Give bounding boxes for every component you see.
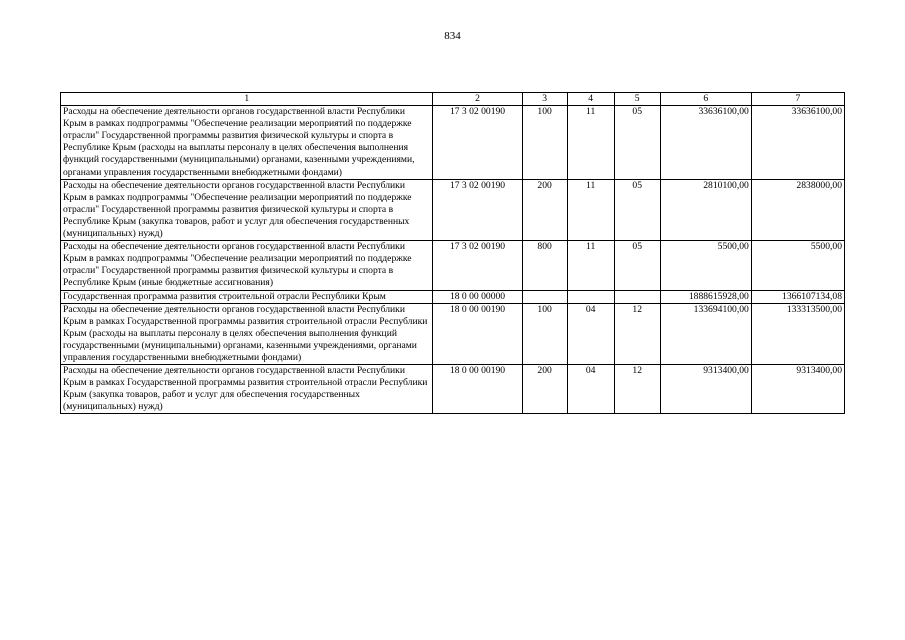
amount-cell-col6: 133694100,00	[660, 303, 751, 364]
subsection-cell: 05	[614, 241, 660, 290]
subsection-cell	[614, 290, 660, 303]
column-header: 1	[61, 93, 433, 106]
amount-cell-col6: 9313400,00	[660, 365, 751, 414]
amount-cell-col6: 33636100,00	[660, 106, 751, 180]
expense-name-cell: Расходы на обеспечение деятельности органов государственной власти Республики Крым в рамках Государственной программы развития строительной отрасли Республики Крым (закупка товаров, работ и услуг для обеспечения государственных (муниципальных) нужд)	[61, 365, 433, 414]
subsection-cell: 05	[614, 106, 660, 180]
table-row	[61, 303, 845, 364]
section-cell: 11	[567, 179, 614, 240]
amount-cell-col6: 2810100,00	[660, 179, 751, 240]
expense-name-cell: Расходы на обеспечение деятельности органов государственной власти Республики Крым в рамках подпрограммы "Обеспечение реализации мероприятий по поддержке отрасли" Государственной программы развития физической культуры и спорта в Республике Крым (иные бюджетные ассигнования)	[61, 241, 433, 290]
table-row	[61, 241, 845, 290]
table-row	[61, 179, 845, 240]
expense-type-cell: 200	[522, 365, 567, 414]
column-header: 3	[522, 93, 567, 106]
amount-cell-col7: 33636100,00	[751, 106, 844, 180]
header-row	[61, 93, 845, 106]
expense-type-cell: 100	[522, 303, 567, 364]
target-article-cell: 18 0 00 00190	[433, 365, 522, 414]
expense-type-cell: 100	[522, 106, 567, 180]
table-row	[61, 290, 845, 303]
table-row	[61, 365, 845, 414]
amount-cell-col7: 1366107134,08	[751, 290, 844, 303]
expense-name-cell: Расходы на обеспечение деятельности органов государственной власти Республики Крым в рамках подпрограммы "Обеспечение реализации мероприятий по поддержке отрасли" Государственной программы развития физической культуры и спорта в Республике Крым (расходы на выплаты персоналу в целях обеспечения выполнения функций государственными (муниципальными) органами, казенными учреждениями, органами управления государственными внебюджетными фондами)	[61, 106, 433, 180]
amount-cell-col6: 5500,00	[660, 241, 751, 290]
target-article-cell: 17 3 02 00190	[433, 106, 522, 180]
target-article-cell: 18 0 00 00190	[433, 303, 522, 364]
amount-cell-col6: 1888615928,00	[660, 290, 751, 303]
amount-cell-col7: 2838000,00	[751, 179, 844, 240]
table-row	[61, 106, 845, 180]
section-cell: 04	[567, 303, 614, 364]
section-cell: 04	[567, 365, 614, 414]
subsection-cell: 05	[614, 179, 660, 240]
target-article-cell: 18 0 00 00000	[433, 290, 522, 303]
target-article-cell: 17 3 02 00190	[433, 241, 522, 290]
column-header: 5	[614, 93, 660, 106]
amount-cell-col7: 9313400,00	[751, 365, 844, 414]
expense-type-cell	[522, 290, 567, 303]
target-article-cell: 17 3 02 00190	[433, 179, 522, 240]
budget-table	[60, 92, 845, 414]
expense-type-cell: 200	[522, 179, 567, 240]
subsection-cell: 12	[614, 303, 660, 364]
amount-cell-col7: 5500,00	[751, 241, 844, 290]
expense-name-cell: Государственная программа развития строительной отрасли Республики Крым	[61, 290, 433, 303]
column-header: 7	[751, 93, 844, 106]
section-cell: 11	[567, 106, 614, 180]
subsection-cell: 12	[614, 365, 660, 414]
column-header: 4	[567, 93, 614, 106]
expense-type-cell: 800	[522, 241, 567, 290]
page-number: 834	[444, 30, 461, 42]
amount-cell-col7: 133313500,00	[751, 303, 844, 364]
column-header: 6	[660, 93, 751, 106]
expense-name-cell: Расходы на обеспечение деятельности органов государственной власти Республики Крым в рамках Государственной программы развития строительной отрасли Республики Крым (расходы на выплаты персоналу в целях обеспечения выполнения функций государственными (муниципальными) органами, казенными учреждениями, органами управления государственными внебюджетными фондами)	[61, 303, 433, 364]
section-cell: 11	[567, 241, 614, 290]
column-header: 2	[433, 93, 522, 106]
section-cell	[567, 290, 614, 303]
expense-name-cell: Расходы на обеспечение деятельности органов государственной власти Республики Крым в рамках подпрограммы "Обеспечение реализации мероприятий по поддержке отрасли" Государственной программы развития физической культуры и спорта в Республике Крым (закупка товаров, работ и услуг для обеспечения государственных (муниципальных) нужд)	[61, 179, 433, 240]
